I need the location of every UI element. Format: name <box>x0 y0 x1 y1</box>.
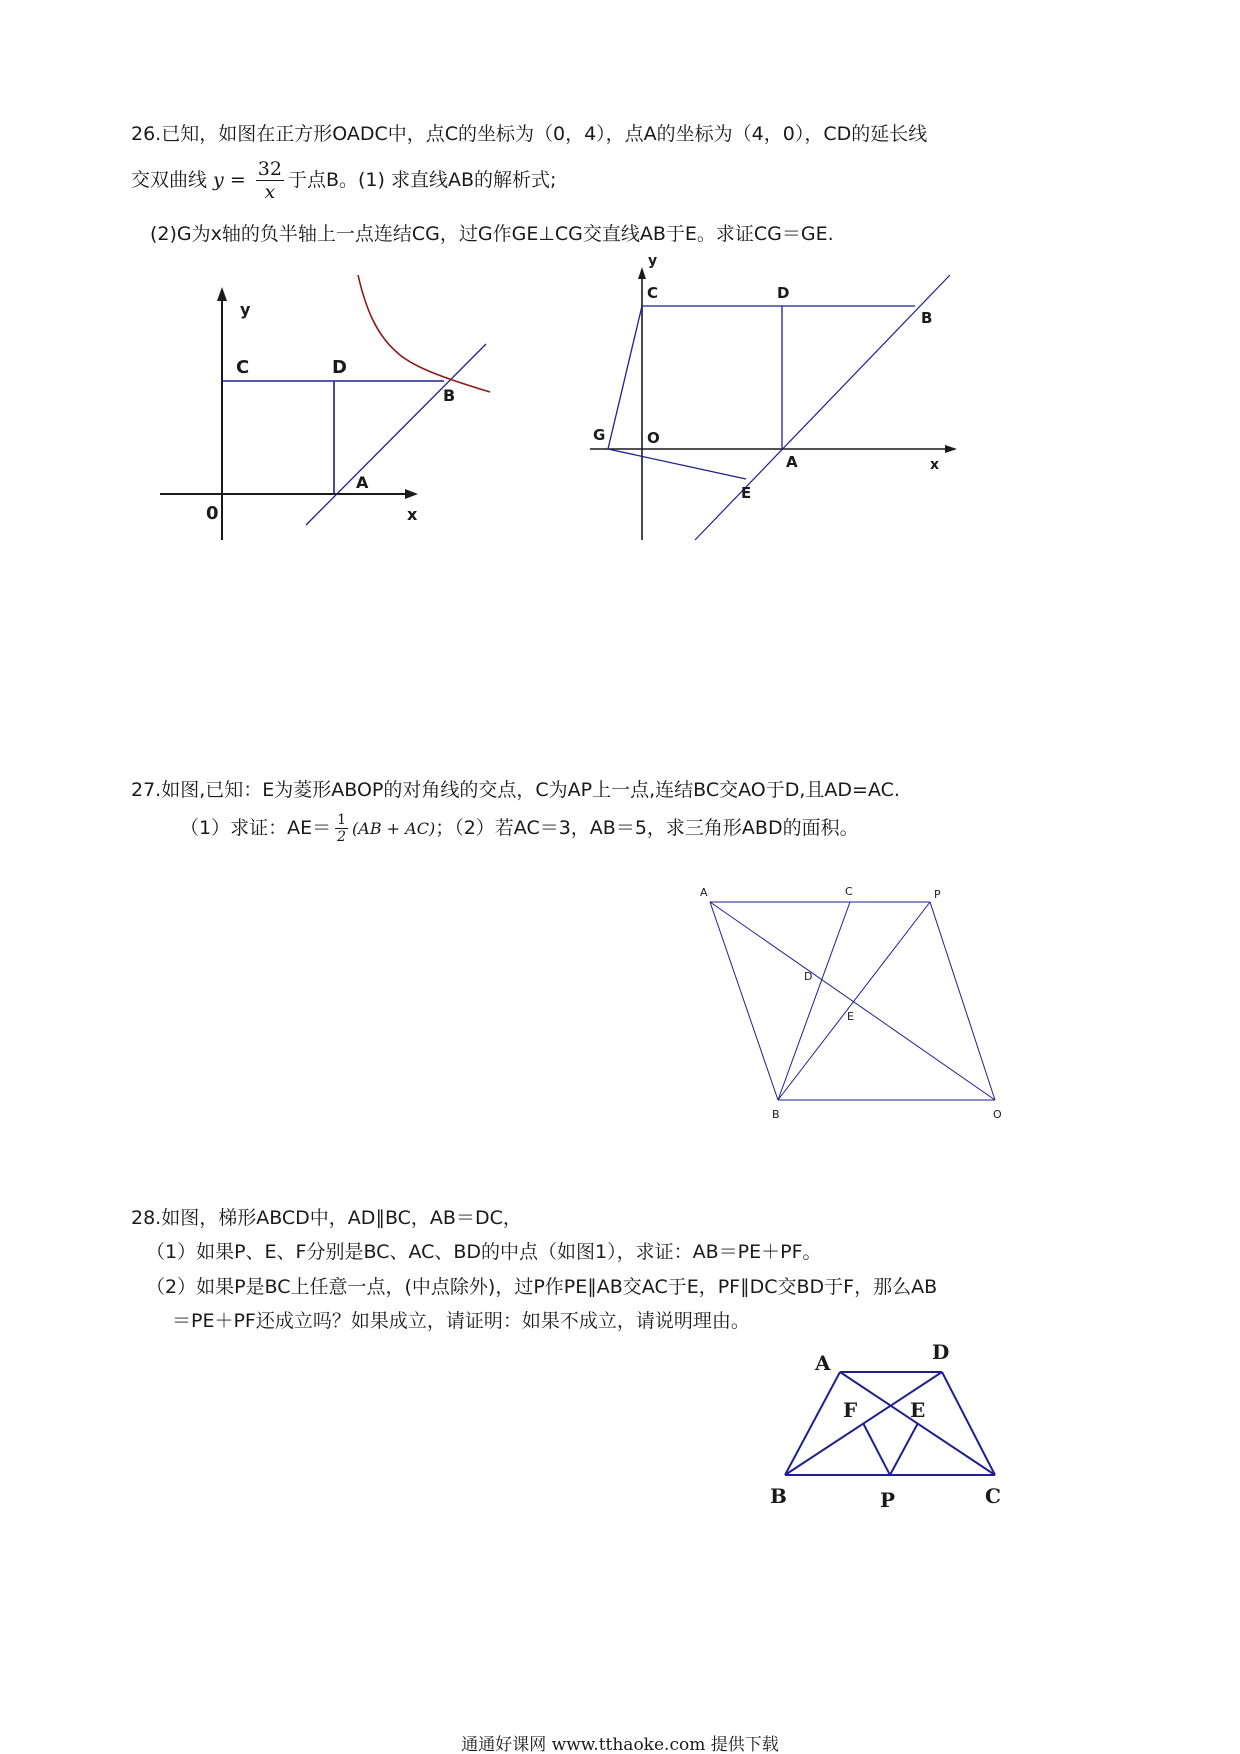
q27-fig-label-c: C <box>845 885 853 898</box>
q26-fig2-label-a: A <box>786 453 798 471</box>
q26-fig2-label-g: G <box>593 426 606 444</box>
q26-y-var: y <box>213 169 224 191</box>
q27-fig-label-b: B <box>772 1108 780 1121</box>
q27-figure <box>690 880 1010 1125</box>
q26-fig2-label-c: C <box>647 284 659 302</box>
q26-fig1-label-c: C <box>236 357 250 378</box>
q26-line2-pre: 交双曲线 <box>131 169 214 191</box>
q26-line3: (2)G为x轴的负半轴上一点连结CG，过G作GE⊥CG交直线AB于E。求证CG＝GE. <box>150 223 834 245</box>
q26-eq: = <box>223 169 252 191</box>
q27-line1: 27.如图,已知：E为菱形ABOP的对角线的交点，C为AP上一点,连结BC交AO于D,且AD=AC. <box>131 779 900 801</box>
q27-expression: (AB + AC) <box>352 819 436 838</box>
q26-fig1-label-x: x <box>407 505 418 524</box>
q28-line3: （2）如果P是BC上任意一点，(中点除外)，过P作PE∥AB交AC于E，PF∥DC交BD于F，那么AB <box>146 1276 938 1298</box>
q27-fraction <box>335 812 348 845</box>
q28-fig-label-a: A <box>815 1351 831 1375</box>
q28-figure <box>760 1335 1010 1515</box>
q26-fig1-label-a: A <box>356 473 369 492</box>
q26-fig1-label-o: 0 <box>206 503 219 524</box>
q27-fig-label-e: E <box>847 1010 854 1023</box>
q27-line2 <box>180 812 859 845</box>
q26-fig2-label-b: B <box>921 309 933 327</box>
q27-frac-den: 2 <box>337 829 347 845</box>
q26-fig2-label-o: O <box>647 429 660 447</box>
q27-line2-post: ；（2）若AC＝3，AB＝5，求三角形ABD的面积。 <box>435 817 859 839</box>
q28-line1: 28.如图，梯形ABCD中，AD∥BC，AB＝DC， <box>131 1207 522 1229</box>
q26-fig1-label-b: B <box>443 386 456 405</box>
q26-fraction <box>256 158 284 203</box>
q26-fig2-label-d: D <box>777 284 790 302</box>
q26-fig1-label-y: y <box>240 300 251 319</box>
q26-fig2-label-y: y <box>648 255 658 269</box>
q27-fig-label-o: O <box>993 1108 1002 1121</box>
q26-line2 <box>131 158 556 203</box>
q27-fig-label-a: A <box>700 886 708 899</box>
q28-line4: ＝PE＋PF还成立吗？如果成立，请证明：如果不成立，请说明理由。 <box>172 1310 750 1332</box>
q26-frac-num: 32 <box>257 158 282 180</box>
q27-fig-label-d: D <box>804 970 813 983</box>
q28-fig-label-f: F <box>843 1398 858 1422</box>
q26-line2-post: 于点B。(1) 求直线AB的解析式; <box>287 169 557 191</box>
q28-fig-label-b: B <box>770 1484 787 1508</box>
q26-fig2-label-e: E <box>741 484 752 502</box>
q28-fig-label-p: P <box>880 1488 896 1512</box>
page-footer: 通通好课网 www.tthaoke.com 提供下载 <box>461 1735 779 1754</box>
q26-figure-2 <box>585 255 970 550</box>
q28-fig-label-c: C <box>985 1484 1001 1508</box>
q26-frac-den: x <box>264 181 276 203</box>
q28-fig-label-e: E <box>910 1398 926 1422</box>
q26-line1: 26.已知，如图在正方形OADC中，点C的坐标为（0，4），点A的坐标为（4，0），CD的延长线 <box>131 123 928 145</box>
q27-frac-num: 1 <box>337 812 347 828</box>
q27-fig-label-p: P <box>934 888 941 901</box>
q26-figure-1 <box>160 265 500 550</box>
q27-line2-pre: （1）求证：AE＝ <box>180 817 332 839</box>
q28-fig-label-d: D <box>932 1340 950 1364</box>
q26-fig2-label-x: x <box>930 457 940 473</box>
q28-line2: （1）如果P、E、F分别是BC、AC、BD的中点（如图1），求证：AB＝PE＋PF。 <box>146 1241 822 1263</box>
q26-fig1-label-d: D <box>332 357 347 378</box>
